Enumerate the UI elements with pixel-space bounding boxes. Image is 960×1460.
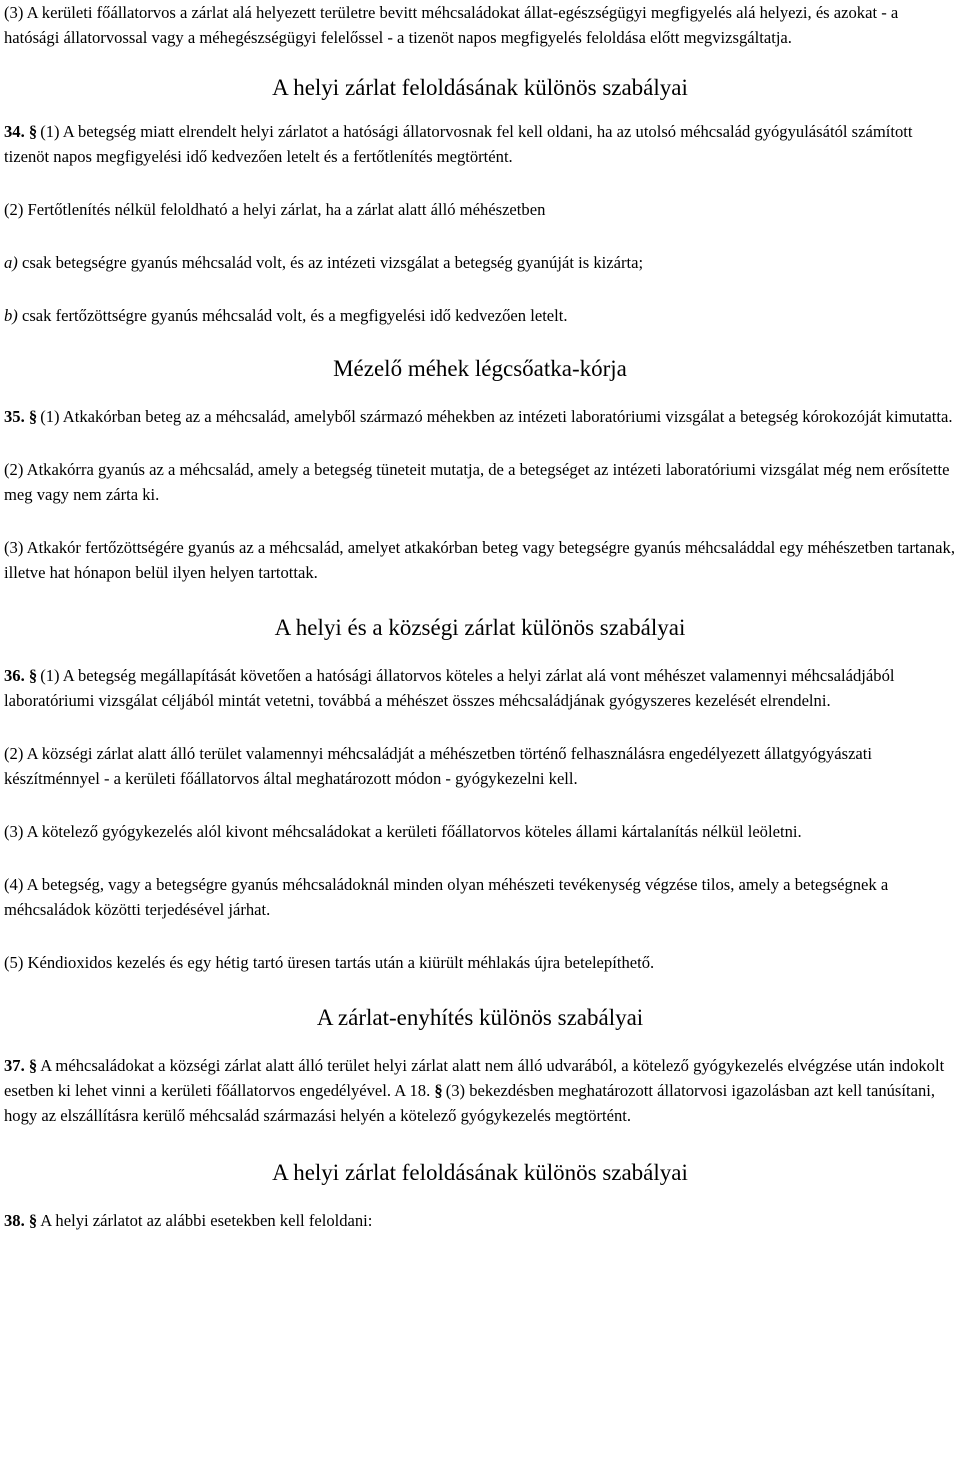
- heading-legcsoatka: Mézelő méhek légcsőatka-kórja: [333, 356, 627, 381]
- heading-helyi-zarlat-feloldas: A helyi zárlat feloldásának különös szabályai: [272, 75, 688, 100]
- section-symbol: §: [28, 407, 38, 426]
- section-34-para-1-text: (1) A betegség miatt elrendelt helyi zárlatot a hatósági állatorvosnak fel kell oldani, ha az utolsó méhcsalád gyógyulásától számított tizenöt napos megfigyelési idő kedvezően letelt és a fertőtlenítés megtörtént.: [4, 122, 913, 166]
- section-36-para-1-text: (1) A betegség megállapítását követően a hatósági állatorvos köteles a helyi zárlat alá vont méhészet valamennyi méhcsaládjából laboratóriumi vizsgálat céljából mintát vetetni, továbbá a méhészet összes méhcsaládjának gyógyszeres kezelését elrendelni.: [4, 666, 895, 710]
- section-number: 36.: [4, 666, 25, 685]
- section-number: 35.: [4, 407, 25, 426]
- item-text: csak betegségre gyanús méhcsalád volt, és az intézeti vizsgálat a betegség gyanúját is kizárta;: [21, 253, 644, 272]
- section-36-para-3: (3) A kötelező gyógykezelés alól kivont méhcsaládokat a kerületi főállatorvos köteles állami kártalanítás nélkül leöletni.: [4, 822, 802, 841]
- section-number: 38.: [4, 1211, 25, 1230]
- item-label: a): [4, 253, 18, 272]
- section-35-para-1-text: (1) Atkakórban beteg az a méhcsalád, amelyből származó méhekben az intézeti laboratóriumi vizsgálat a betegség kórokozóját kimutatta.: [40, 407, 953, 426]
- section-symbol: §: [28, 666, 38, 685]
- section-symbol: §: [28, 122, 38, 141]
- section-34-item-a: [4, 250, 956, 275]
- section-35-para-2: (2) Atkakórra gyanús az a méhcsalád, amely a betegség tüneteit mutatja, de a betegséget az intézeti laboratóriumi vizsgálat még nem erősítette meg vagy nem zárta ki.: [4, 460, 950, 504]
- section-36-para-2: (2) A községi zárlat alatt álló terület valamennyi méhcsaládját a méhészetben történő felhasználásra engedélyezett állatgyógyászati készítménnyel - a kerületi főállatorvos által meghatározott módon - gyógykezelni kell.: [4, 744, 873, 788]
- section-36-para-4: (4) A betegség, vagy a betegségre gyanús méhcsaládoknál minden olyan méhészeti tevékenység végzése tilos, amely a betegségnek a méhcsaládok közötti terjedésével járhat.: [4, 875, 889, 919]
- section-34-para-1: [4, 119, 956, 169]
- item-label: b): [4, 306, 18, 325]
- section-symbol: §: [434, 1081, 443, 1100]
- section-36-para-5: (5) Kéndioxidos kezelés és egy hétig tartó üresen tartás után a kiürült méhlakás újra betelepíthető.: [4, 953, 655, 972]
- section-35-para-1: [4, 404, 956, 429]
- heading-helyi-zarlat-feloldas-2: A helyi zárlat feloldásának különös szabályai: [272, 1160, 688, 1185]
- section-35-para-3: (3) Atkakór fertőzöttségére gyanús az a méhcsalád, amelyet atkakórban beteg vagy betegségre gyanús méhcsaláddal egy méhészetben tartanak, illetve hat hónapon belül ilyen helyen tartottak.: [4, 538, 955, 582]
- item-text: csak fertőzöttségre gyanús méhcsalád volt, és a megfigyelési idő kedvezően letelt.: [21, 306, 568, 325]
- section-36-para-1: [4, 663, 956, 713]
- section-37-para: [4, 1053, 956, 1128]
- section-37-text-b: (3) bekezdésben meghatározott állatorvosi igazolásban azt kell tanúsítani, hogy az elszállításra kerülő méhcsalád származási helyén a kötelező gyógykezelés megtörtént.: [4, 1081, 936, 1125]
- section-38-text: A helyi zárlatot az alábbi esetekben kell feloldani:: [40, 1211, 373, 1230]
- heading-zarlat-enyhites: A zárlat-enyhítés különös szabályai: [316, 1005, 644, 1030]
- section-symbol: §: [28, 1211, 38, 1230]
- section-37-text-a: A méhcsaládokat a községi zárlat alatt álló terület helyi zárlat alatt nem álló udvarából, a kötelező gyógykezelés elvégzése után indokolt esetben ki lehet vinni a kerületi főállatorvos engedélyével. A 18.: [4, 1056, 945, 1100]
- section-symbol: §: [28, 1056, 38, 1075]
- section-number: 37.: [4, 1056, 25, 1075]
- section-34-para-2: (2) Fertőtlenítés nélkül feloldható a helyi zárlat, ha a zárlat alatt álló méhészetben: [4, 200, 546, 219]
- section-number: 34.: [4, 122, 25, 141]
- intro-paragraph: (3) A kerületi főállatorvos a zárlat alá helyezett területre bevitt méhcsaládokat állat-egészségügyi megfigyelés alá helyezi, és azokat - a hatósági állatorvossal vagy a méhegészségügyi felelőssel - a tizenöt napos megfigyelés feloldása előtt megvizsgáltatja.: [4, 3, 899, 47]
- section-38-para: [4, 1208, 956, 1233]
- heading-helyi-es-kozsegi: A helyi és a községi zárlat különös szabályai: [274, 615, 686, 640]
- section-34-item-b: [4, 303, 956, 328]
